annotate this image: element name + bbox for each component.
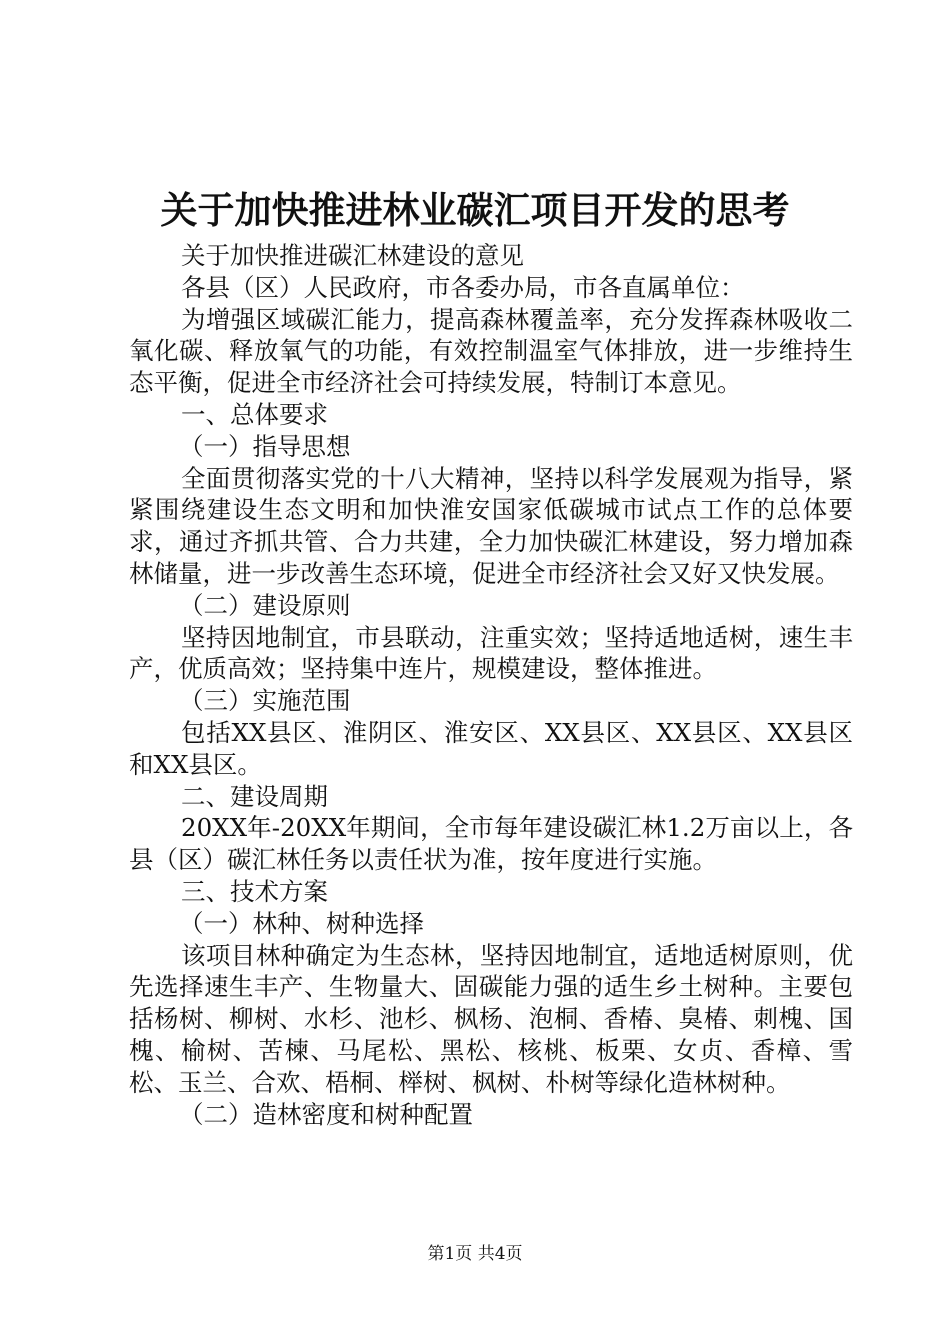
subsection-heading-1-3: （三）实施范围 [179,686,351,716]
subsection-heading-3-1: （一）林种、树种选择 [179,908,424,938]
paragraph-addressee: 各县（区）人民政府，市各委办局，市各直属单位： [181,272,745,302]
document-title: 关于加快推进林业碳汇项目开发的思考 [160,188,790,232]
section-heading-2: 二、建设周期 [181,781,328,811]
paragraph-period: 20XX年-20XX年期间，全市每年建设碳汇林1.2万亩以上，各县（区）碳汇林任务以责任状为准，按年度进行实施。 [129,813,853,875]
subsection-heading-1-2: （二）建设原则 [179,590,351,620]
section-heading-1: 一、总体要求 [181,399,328,429]
paragraph-scope: 包括XX县区、淮阴区、淮安区、XX县区、XX县区、XX县区和XX县区。 [129,717,853,779]
paragraph-guiding-thought: 全面贯彻落实党的十八大精神，坚持以科学发展观为指导，紧紧围绕建设生态文明和加快淮安国家低碳城市试点工作的总体要求，通过齐抓共管、合力共建，全力加快碳汇林建设，努力增加森林储量，进一步改善生态环境，促进全市经济社会又好又快发展。 [129,463,853,588]
paragraph-subtitle: 关于加快推进碳汇林建设的意见 [181,241,524,270]
section-heading-3: 三、技术方案 [181,876,328,906]
paragraph-species: 该项目林种确定为生态林，坚持因地制宜，适地适树原则，优先选择速生丰产、生物量大、固碳能力强的适生乡土树种。主要包括杨树、柳树、水杉、池杉、枫杨、泡桐、香椿、臭椿、刺槐、国槐、榆树、苦楝、马尾松、黑松、核桃、板栗、女贞、香樟、雪松、玉兰、合欢、梧桐、榉树、枫树、朴树等绿化造林树种。 [129,940,853,1097]
subsection-heading-1-1: （一）指导思想 [179,431,351,461]
paragraph-principles: 坚持因地制宜，市县联动，注重实效；坚持适地适树，速生丰产，优质高效；坚持集中连片，规模建设，整体推进。 [129,622,853,684]
document-body [129,240,853,1130]
paragraph-intro: 为增强区域碳汇能力，提高森林覆盖率，充分发挥森林吸收二氧化碳、释放氧气的功能，有效控制温室气体排放，进一步维持生态平衡，促进全市经济社会可持续发展，特制订本意见。 [129,304,853,398]
page-footer: 第1页 共4页 [427,1244,523,1264]
subsection-heading-3-2: （二）造林密度和树种配置 [179,1099,473,1129]
